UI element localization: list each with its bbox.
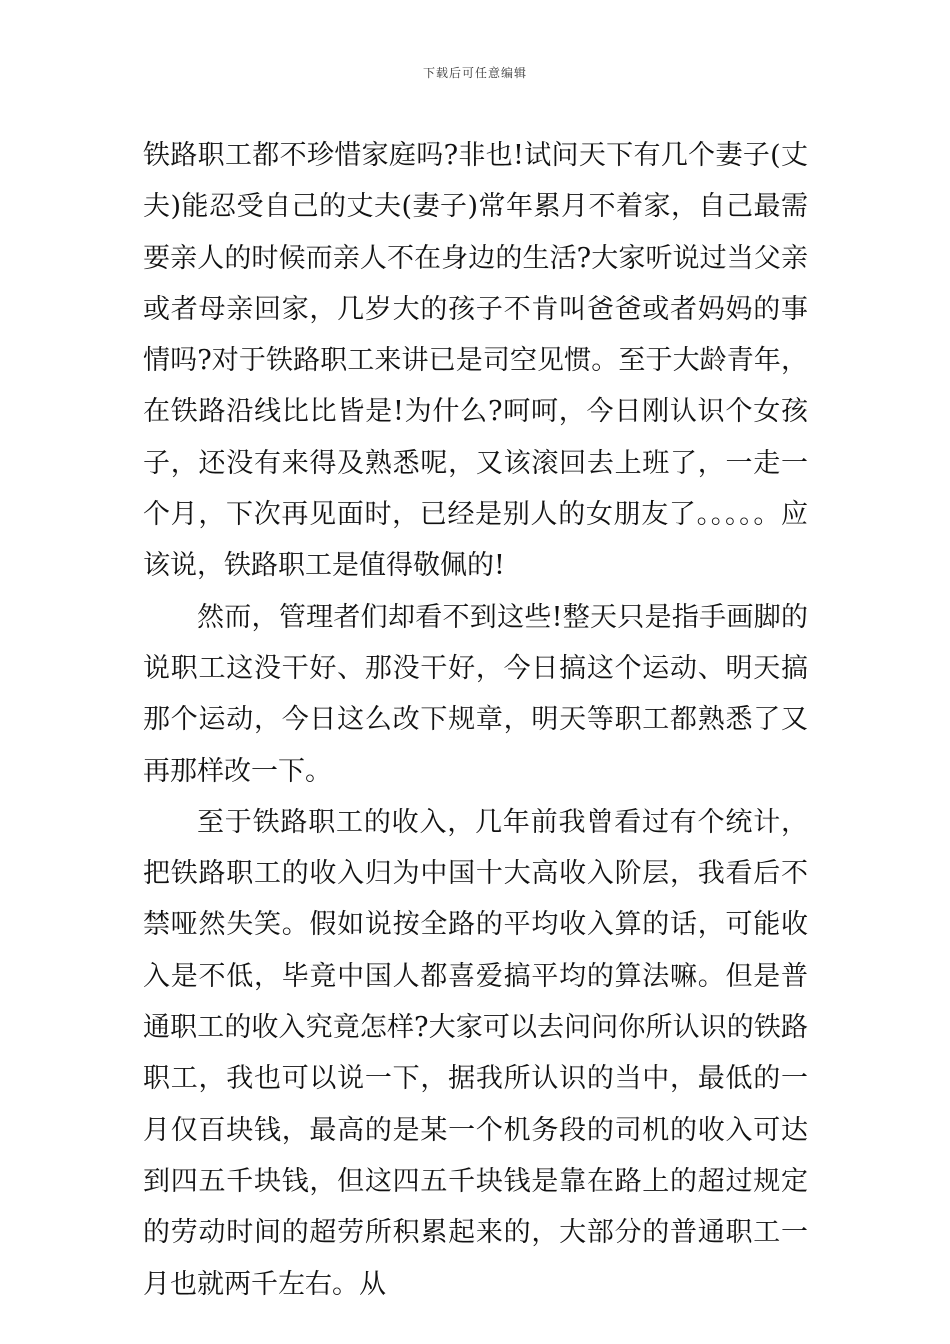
page-header-note: 下载后可任意编辑 — [422, 66, 527, 80]
paragraph-3: 至于铁路职工的收入，几年前我曾看过有个统计，把铁路职工的收入归为中国十大高收入阶层，我看后不禁哑然失笑。假如说按全路的平均收入算的话，可能收入是不低，毕竟中国人都喜爱搞平均的算法嘛。但是普通职工的收入究竟怎样?大家可以去问问你所认识的铁路职工，我也可以说一下，据我所认识的当中，最低的一月仅百块钱，最高的是某一个机务段的司机的收入可达到四五千块钱，但这四五千块钱是靠在路上的超过规定的劳动时间的超劳所积累起来的，大部分的普通职工一月也就两千左右。从 — [143, 806, 808, 1300]
paragraph-1: 铁路职工都不珍惜家庭吗?非也!试问天下有几个妻子(丈夫)能忍受自己的丈夫(妻子)常年累月不着家，自己最需要亲人的时候而亲人不在身边的生活?大家听说过当父亲或者母亲回家，几岁大的孩子不肯叫爸爸或者妈妈的事情吗?对于铁路职工来讲已是司空见惯。至于大龄青年，在铁路沿线比比皆是!为什么?呵呵，今日刚认识个女孩子，还没有来得及熟悉呢，又该滚回去上班了，一走一个月，下次再见面时，已经是别人的女朋友了。。。。。应该说，铁路职工是值得敬佩的! — [143, 140, 808, 582]
paragraph-2: 然而，管理者们却看不到这些!整天只是指手画脚的说职工这没干好、那没干好，今日搞这个运动、明天搞那个运动，今日这么改下规章，明天等职工都熟悉了又再那样改一下。 — [143, 601, 808, 787]
document-body — [143, 130, 808, 1310]
